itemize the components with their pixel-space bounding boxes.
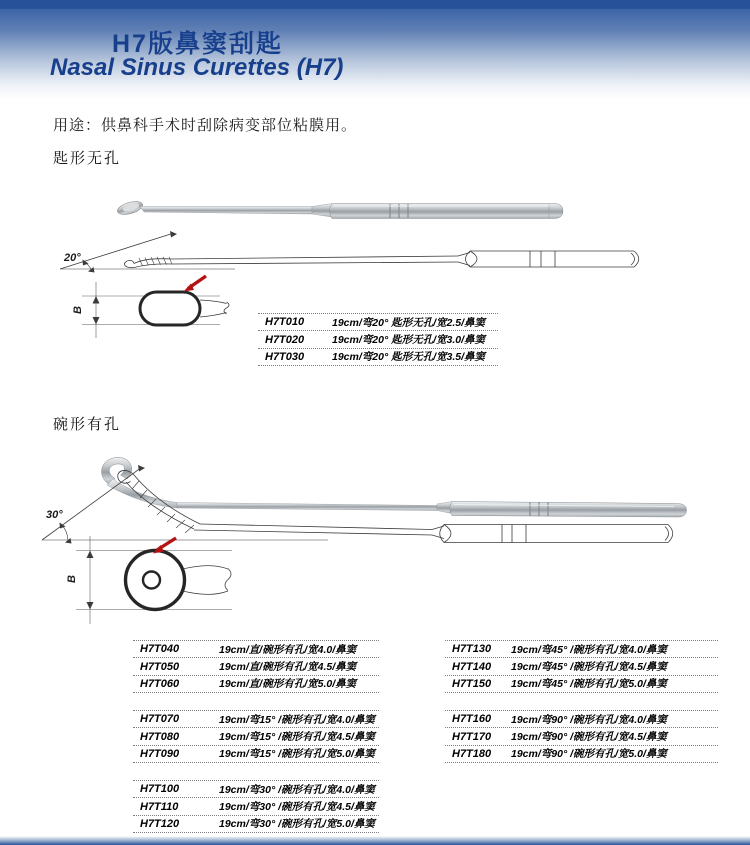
- curette-photo-bowl: [102, 457, 687, 517]
- model-code: H7T050: [140, 660, 180, 673]
- spec-text: 19cm/弯15° /碗形有孔/宽5.0/鼻窦: [219, 748, 375, 761]
- curette-line-drawing-spoon: [60, 231, 639, 273]
- spec-text: 19cm/弯20° 匙形无孔/宽3.0/鼻窦: [332, 334, 485, 347]
- model-code: H7T010: [265, 316, 305, 329]
- table-row: [258, 349, 498, 366]
- table-row: [133, 711, 379, 728]
- spec-text: 19cm/弯90° /碗形有孔/宽5.0/鼻窦: [511, 748, 667, 761]
- table-row: [445, 658, 718, 675]
- spec-table-bowl-45deg: [445, 640, 718, 693]
- table-row: [445, 746, 718, 763]
- model-code: H7T180: [452, 747, 492, 760]
- model-code: H7T080: [140, 730, 180, 743]
- table-row: [445, 676, 718, 693]
- model-code: H7T090: [140, 747, 180, 760]
- curette-photo-spoon: [116, 199, 563, 218]
- header-top-bar: [0, 0, 750, 9]
- model-code: H7T040: [140, 643, 180, 656]
- spec-text: 19cm/弯15° /碗形有孔/宽4.5/鼻窦: [219, 731, 375, 744]
- table-row: [445, 728, 718, 745]
- table-row: [133, 728, 379, 745]
- spec-text: 19cm/直/碗形有孔/宽4.5/鼻窦: [219, 661, 357, 674]
- section2-illustration: [30, 448, 720, 633]
- table-row: [258, 331, 498, 348]
- table-row: [258, 314, 498, 331]
- spec-table-spoon: [258, 313, 498, 366]
- model-code: H7T030: [265, 350, 305, 363]
- table-row: [133, 816, 379, 833]
- spec-text: 19cm/弯45° /碗形有孔/宽4.0/鼻窦: [511, 643, 667, 656]
- table-row: [445, 711, 718, 728]
- table-row: [133, 641, 379, 658]
- tip-cross-section-spoon: [82, 276, 229, 338]
- model-code: H7T140: [452, 660, 492, 673]
- table-row: [133, 781, 379, 798]
- model-code: H7T150: [452, 677, 492, 690]
- page-footer: [0, 836, 750, 845]
- model-code: H7T060: [140, 677, 180, 690]
- table-row: [133, 746, 379, 763]
- model-code: H7T170: [452, 730, 492, 743]
- spec-text: 19cm/直/碗形有孔/宽4.0/鼻窦: [219, 643, 357, 656]
- model-code: H7T120: [140, 817, 180, 830]
- spec-text: 19cm/弯45° /碗形有孔/宽5.0/鼻窦: [511, 678, 667, 691]
- spec-table-bowl-30deg: [133, 780, 379, 833]
- angle-label-s2: 30°: [46, 509, 63, 521]
- spec-text: 19cm/弯45° /碗形有孔/宽4.5/鼻窦: [511, 661, 667, 674]
- spec-text: 19cm/弯90° /碗形有孔/宽4.5/鼻窦: [511, 731, 667, 744]
- section2-heading: 碗形有孔: [53, 416, 122, 433]
- dimension-label-s1: B: [72, 306, 84, 314]
- table-row: [133, 798, 379, 815]
- table-row: [133, 658, 379, 675]
- spec-text: 19cm/弯30° /碗形有孔/宽5.0/鼻窦: [219, 818, 375, 831]
- angle-label-s1: 20°: [64, 252, 81, 264]
- red-arrow-icon: [184, 276, 207, 292]
- table-row: [445, 641, 718, 658]
- page-subtitle: Nasal Sinus Curettes (H7): [50, 54, 344, 81]
- spec-text: 19cm/弯90° /碗形有孔/宽4.0/鼻窦: [511, 713, 667, 726]
- model-code: H7T160: [452, 713, 492, 726]
- dimension-label-s2: B: [66, 575, 78, 583]
- section1-heading: 匙形无孔: [53, 150, 122, 167]
- spec-text: 19cm/弯15° /碗形有孔/宽4.0/鼻窦: [219, 713, 375, 726]
- spec-text: 19cm/直/碗形有孔/宽5.0/鼻窦: [219, 678, 357, 691]
- spec-text: 19cm/弯30° /碗形有孔/宽4.5/鼻窦: [219, 801, 375, 814]
- model-code: H7T100: [140, 783, 180, 796]
- tip-cross-section-bowl: [76, 536, 232, 624]
- spec-text: 19cm/弯20° 匙形无孔/宽3.5/鼻窦: [332, 351, 485, 364]
- model-code: H7T070: [140, 713, 180, 726]
- spec-table-bowl-straight: [133, 640, 379, 693]
- spec-table-bowl-15deg: [133, 710, 379, 763]
- spec-text: 19cm/弯30° /碗形有孔/宽4.0/鼻窦: [219, 783, 375, 796]
- spec-table-bowl-90deg: [445, 710, 718, 763]
- spec-text: 19cm/弯20° 匙形无孔/宽2.5/鼻窦: [332, 316, 485, 329]
- model-code: H7T130: [452, 643, 492, 656]
- usage-note: 用途：供鼻科手术时刮除病变部位粘膜用。: [53, 117, 358, 134]
- page-title: H7版鼻窦刮匙: [112, 30, 283, 58]
- table-row: [133, 676, 379, 693]
- model-code: H7T110: [140, 800, 179, 813]
- page-header: [0, 0, 750, 100]
- model-code: H7T020: [265, 333, 305, 346]
